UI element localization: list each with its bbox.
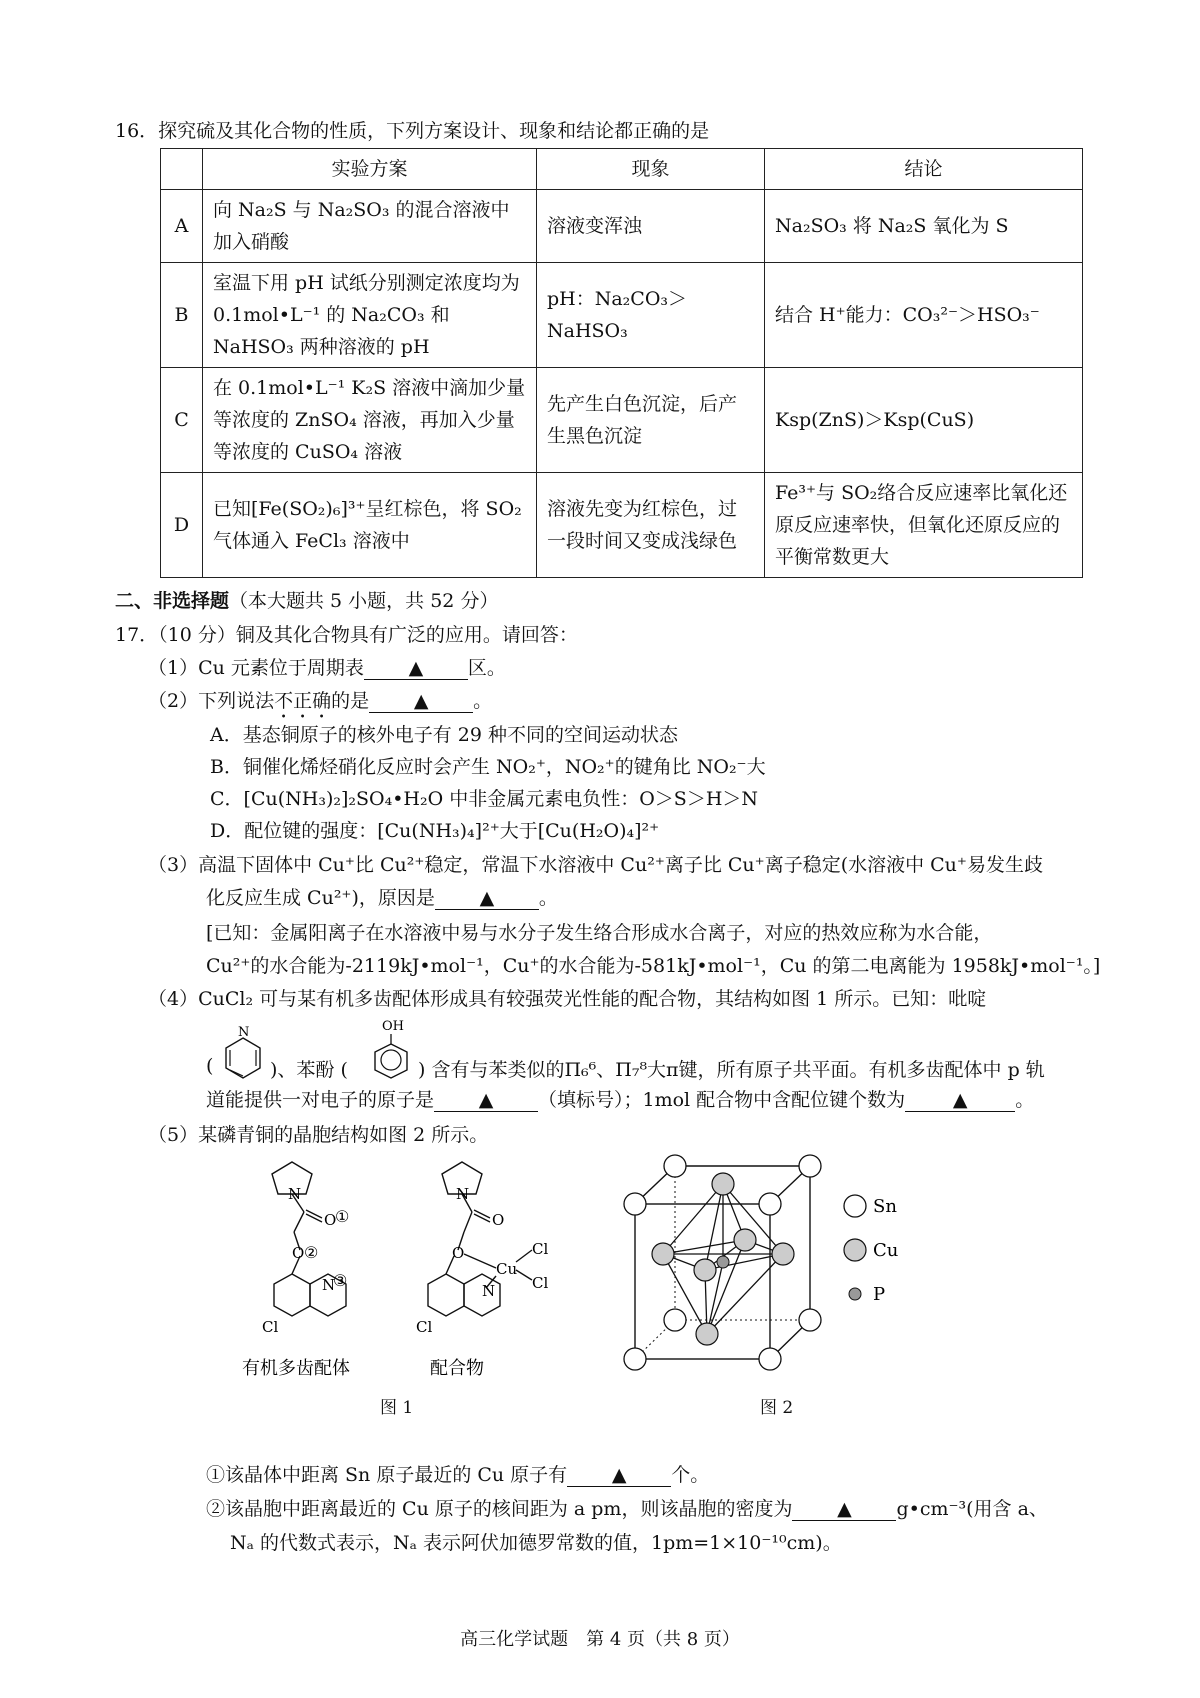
plan-cell: 向 Na₂S 与 Na₂SO₃ 的混合溶液中加入硝酸 xyxy=(203,190,537,263)
complex-label: 配合物 xyxy=(430,1358,484,1379)
part2-text: （2）下列说法 xyxy=(148,690,275,712)
ligand-o1-atom: O xyxy=(324,1211,337,1229)
q17-part2 xyxy=(148,686,492,723)
sub1-tail: 个。 xyxy=(671,1464,710,1486)
complex-structure xyxy=(428,1162,532,1316)
q17-part5-sub2 xyxy=(206,1494,1048,1521)
q17-stem: 17．（10 分）铜及其化合物具有广泛的应用。请回答： xyxy=(115,624,578,646)
figure-2 xyxy=(615,1150,945,1380)
option-letter: A xyxy=(161,190,203,263)
q17-part3-line1: （3）高温下固体中 Cu⁺比 Cu²⁺稳定，常温下水溶液中 Cu²⁺离子比 Cu⁺离子稳定(水溶液中 Cu⁺易发生歧 xyxy=(148,854,1043,876)
pyridine-n-label: N xyxy=(238,1025,250,1040)
complex-cl3-atom: Cl xyxy=(416,1318,433,1336)
complex-cl2-atom: Cl xyxy=(532,1274,549,1292)
mark-1: ① xyxy=(335,1207,350,1226)
table-row xyxy=(161,190,1083,263)
part4-tail: 。 xyxy=(1015,1089,1035,1111)
ligand-o2-atom: O xyxy=(292,1244,305,1262)
q17-part3-line2 xyxy=(206,883,558,910)
table-header-row xyxy=(161,149,1083,190)
answer-blank[interactable]: ▲ xyxy=(792,1498,896,1521)
option-a: A．基态铜原子的核外电子有 29 种不同的空间运动状态 xyxy=(210,724,678,746)
answer-blank[interactable]: ▲ xyxy=(905,1089,1015,1112)
answer-blank[interactable]: ▲ xyxy=(567,1464,671,1487)
section-title: 二、非选择题 xyxy=(115,590,230,612)
plan-cell: 在 0.1mol•L⁻¹ K₂S 溶液中滴加少量等浓度的 ZnSO₄ 溶液，再加入少量等浓度的 CuSO₄ 溶液 xyxy=(203,368,537,473)
ligand-label: 有机多齿配体 xyxy=(242,1358,350,1379)
q17-part4-line1: （4）CuCl₂ 可与某有机多齿配体形成具有较强荧光性能的配合物，其结构如图 1 所示。已知：吡啶 xyxy=(148,988,987,1010)
option-letter: C xyxy=(161,368,203,473)
sub1-text: ①该晶体中距离 Sn 原子最近的 Cu 原子有 xyxy=(206,1464,568,1486)
phenomenon-cell: pH：Na₂CO₃＞NaHSO₃ xyxy=(537,263,765,368)
part1-text: （1）Cu 元素位于周期表 xyxy=(148,657,364,679)
sub2-text2: g•cm⁻³(用含 a、 xyxy=(896,1498,1048,1520)
legend-sn-icon xyxy=(844,1195,866,1217)
table-row xyxy=(161,368,1083,473)
q17-part5: （5）某磷青铜的晶胞结构如图 2 所示。 xyxy=(148,1124,489,1146)
part4-text2: ) 含有与苯类似的Π₆⁶、Π₇⁸大π键，所有原子共平面。有机多齿配体中 p 轨 xyxy=(418,1059,1045,1081)
section-note: （本大题共 5 小题，共 52 分） xyxy=(229,590,499,612)
pyridine-icon xyxy=(218,1024,268,1082)
ligand-n2-atom: N xyxy=(322,1276,336,1294)
q17-part3-line4: Cu²⁺的水合能为-2119kJ•mol⁻¹，Cu⁺的水合能为-581kJ•mol⁻¹，Cu 的第二电离能为 1958kJ•mol⁻¹。] xyxy=(206,955,1101,977)
answer-blank[interactable]: ▲ xyxy=(435,887,539,910)
table-header-cell: 结论 xyxy=(765,149,1083,190)
table-row xyxy=(161,473,1083,578)
part4-text3: 道能提供一对电子的原子是 xyxy=(206,1089,435,1111)
q17-part1 xyxy=(148,653,506,680)
q16-table xyxy=(160,148,1083,578)
q17-part3-line3: [已知：金属阳离子在水溶液中易与水分子发生络合形成水合离子，对应的热效应称为水合能， xyxy=(206,922,993,944)
legend xyxy=(844,1195,898,1305)
legend-cu-label: Cu xyxy=(873,1240,899,1261)
paren-open: ( xyxy=(206,1055,214,1077)
part1-tail: 区。 xyxy=(467,657,506,679)
legend-sn-label: Sn xyxy=(873,1196,897,1217)
q17-part5-sub1 xyxy=(206,1460,709,1487)
table-header-cell: 实验方案 xyxy=(203,149,537,190)
conclusion-cell: Fe³⁺与 SO₂络合反应速率比氧化还原反应速率快，但氧化还原反应的平衡常数更大 xyxy=(765,473,1083,578)
complex-cu-atom: Cu xyxy=(496,1260,518,1278)
phenomenon-cell: 溶液先变为红棕色，过一段时间又变成浅绿色 xyxy=(537,473,765,578)
complex-cl1-atom: Cl xyxy=(532,1240,549,1258)
mark-3: ③ xyxy=(333,1271,348,1290)
plan-cell: 室温下用 pH 试纸分别测定浓度均为 0.1mol•L⁻¹ 的 Na₂CO₃ 和 NaHSO₃ 两种溶液的 pH xyxy=(203,263,537,368)
legend-p-label: P xyxy=(873,1284,886,1305)
part3-tail: 。 xyxy=(538,887,558,909)
p-atom xyxy=(717,1256,729,1268)
phenol-icon xyxy=(366,1016,416,1082)
q17-part4-line3 xyxy=(206,1085,1034,1112)
answer-blank[interactable]: ▲ xyxy=(434,1089,538,1112)
option-letter: D xyxy=(161,473,203,578)
figure-1-caption: 图 1 xyxy=(380,1398,414,1418)
answer-blank[interactable]: ▲ xyxy=(369,690,473,713)
part2-text2: 的是 xyxy=(331,690,370,712)
table-header-cell: 现象 xyxy=(537,149,765,190)
option-letter: B xyxy=(161,263,203,368)
conclusion-cell: Ksp(ZnS)＞Ksp(CuS) xyxy=(765,368,1083,473)
q16-stem: 16．探究硫及其化合物的性质，下列方案设计、现象和结论都正确的是 xyxy=(115,120,710,142)
mark-2: ② xyxy=(304,1243,319,1262)
ligand-cl-atom: Cl xyxy=(262,1318,279,1336)
emphasis-text: 不正确 xyxy=(274,690,332,712)
option-c: C．[Cu(NH₃)₂]₂SO₄•H₂O 中非金属元素电负性：O＞S＞H＞N xyxy=(210,788,759,810)
conclusion-cell: Na₂SO₃ 将 Na₂S 氧化为 S xyxy=(765,190,1083,263)
part2-tail: 。 xyxy=(473,690,493,712)
page-footer: 高三化学试题 第 4 页（共 8 页） xyxy=(460,1629,740,1650)
phenomenon-cell: 溶液变浑浊 xyxy=(537,190,765,263)
ligand-n-atom: N xyxy=(288,1185,302,1203)
conclusion-cell: 结合 H⁺能力：CO₃²⁻＞HSO₃⁻ xyxy=(765,263,1083,368)
legend-p-icon xyxy=(849,1288,861,1300)
figure-1 xyxy=(220,1150,560,1380)
option-d: D．配位键的强度：[Cu(NH₃)₄]²⁺大于[Cu(H₂O)₄]²⁺ xyxy=(210,820,660,842)
plan-cell: 已知[Fe(SO₂)₆]³⁺呈红棕色，将 SO₂ 气体通入 FeCl₃ 溶液中 xyxy=(203,473,537,578)
complex-o2-atom: O xyxy=(452,1244,465,1262)
part4-text4: （填标号）；1mol 配合物中含配位键个数为 xyxy=(538,1089,906,1111)
q17-part5-sub2-line2: Nₐ 的代数式表示，Nₐ 表示阿伏加德罗常数的值，1pm=1×10⁻¹⁰cm)。 xyxy=(230,1532,842,1554)
table-row xyxy=(161,263,1083,368)
sub2-text: ②该晶胞中距离最近的 Cu 原子的核间距为 a pm，则该晶胞的密度为 xyxy=(206,1498,793,1520)
table-header-cell xyxy=(161,149,203,190)
figure-2-caption: 图 2 xyxy=(760,1398,794,1418)
option-b: B．铜催化烯烃硝化反应时会产生 NO₂⁺，NO₂⁺的键角比 NO₂⁻大 xyxy=(210,756,766,778)
answer-blank[interactable]: ▲ xyxy=(364,657,468,680)
part4-text: )、苯酚 ( xyxy=(270,1059,348,1081)
section-heading xyxy=(115,586,498,613)
phenomenon-cell: 先产生白色沉淀，后产生黑色沉淀 xyxy=(537,368,765,473)
legend-cu-icon xyxy=(844,1239,866,1261)
phenol-oh-label: OH xyxy=(382,1019,404,1034)
complex-o1-atom: O xyxy=(492,1211,505,1229)
complex-n-atom: N xyxy=(456,1185,470,1203)
complex-n2-atom: N xyxy=(482,1282,496,1300)
part3-text: 化反应生成 Cu²⁺)，原因是 xyxy=(206,887,435,909)
